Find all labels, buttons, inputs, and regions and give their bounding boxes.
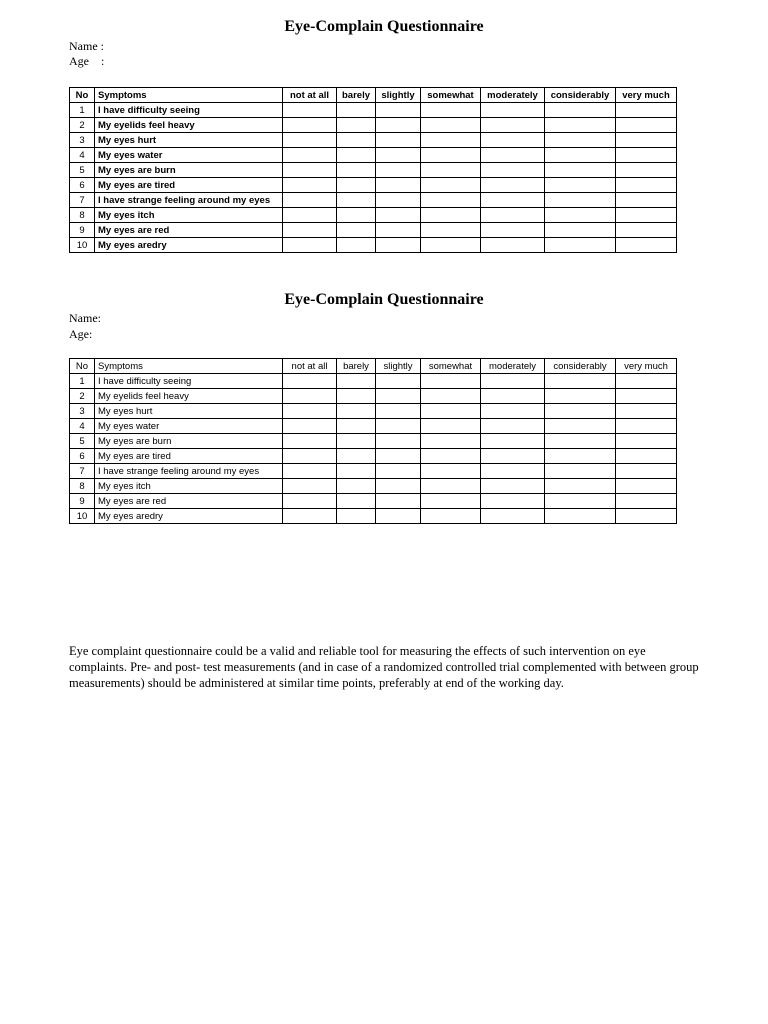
rating-cell[interactable] [337,148,376,163]
form1-name-label: Name : [69,39,104,53]
row-number: 9 [70,494,95,509]
header-barely: barely [337,359,376,374]
row-symptom: I have difficulty seeing [95,374,283,389]
row-symptom: My eyes are red [95,223,283,238]
rating-cell[interactable] [337,118,376,133]
rating-cell[interactable] [545,118,616,133]
header-not-at-all: not at all [283,359,337,374]
rating-cell[interactable] [481,133,545,148]
table-row [70,223,677,238]
rating-cell[interactable] [421,103,481,118]
row-symptom: My eyes aredry [95,509,283,524]
row-number: 2 [70,118,95,133]
rating-cell[interactable] [337,509,376,524]
row-number: 10 [70,509,95,524]
rating-cell[interactable] [337,389,376,404]
rating-cell[interactable] [283,223,337,238]
rating-cell[interactable] [545,479,616,494]
rating-cell[interactable] [337,479,376,494]
rating-cell[interactable] [376,479,421,494]
rating-cell[interactable] [616,103,677,118]
row-number: 7 [70,193,95,208]
form1-age-label: Age : [69,54,105,68]
rating-cell[interactable] [283,509,337,524]
rating-cell[interactable] [283,193,337,208]
rating-cell[interactable] [337,464,376,479]
table-row [70,178,677,193]
rating-cell[interactable] [616,479,677,494]
rating-cell[interactable] [481,434,545,449]
rating-cell[interactable] [337,193,376,208]
row-number: 10 [70,238,95,253]
rating-cell[interactable] [421,133,481,148]
rating-cell[interactable] [283,464,337,479]
rating-cell[interactable] [545,238,616,253]
rating-cell[interactable] [421,223,481,238]
rating-cell[interactable] [376,178,421,193]
header-barely: barely [337,88,376,103]
rating-cell[interactable] [376,208,421,223]
rating-cell[interactable] [545,389,616,404]
rating-cell[interactable] [616,419,677,434]
row-symptom: My eyes are tired [95,178,283,193]
rating-cell[interactable] [376,118,421,133]
rating-cell[interactable] [376,163,421,178]
rating-cell[interactable] [481,404,545,419]
header-no: No [70,88,95,103]
rating-cell[interactable] [376,464,421,479]
form1-title: Eye-Complain Questionnaire [284,18,484,35]
rating-cell[interactable] [421,178,481,193]
header-very-much: very much [616,88,677,103]
row-symptom: I have difficulty seeing [95,103,283,118]
form2-age-label: Age: [69,327,93,341]
rating-cell[interactable] [337,494,376,509]
rating-cell[interactable] [545,434,616,449]
rating-cell[interactable] [283,148,337,163]
rating-cell[interactable] [337,103,376,118]
rating-cell[interactable] [337,133,376,148]
rating-cell[interactable] [545,494,616,509]
rating-cell[interactable] [421,464,481,479]
table-row [70,464,677,479]
rating-cell[interactable] [337,163,376,178]
rating-cell[interactable] [616,148,677,163]
form2-symptom-table [69,358,677,524]
table-row [70,163,677,178]
rating-cell[interactable] [481,193,545,208]
header-considerably: considerably [545,359,616,374]
rating-cell[interactable] [481,494,545,509]
rating-cell[interactable] [376,434,421,449]
rating-cell[interactable] [337,208,376,223]
header-not-at-all: not at all [283,88,337,103]
rating-cell[interactable] [376,374,421,389]
row-number: 6 [70,178,95,193]
row-number: 1 [70,374,95,389]
rating-cell[interactable] [481,509,545,524]
description-paragraph: Eye complaint questionnaire could be a valid and reliable tool for measuring the effects of such intervention on eye complaints. Pre- and post- test measurements (and in case of a randomized controlled trial complemented with between group measurements) should be administered at similar time points, preferably at end of the working day. [69,644,699,690]
rating-cell[interactable] [376,404,421,419]
rating-cell[interactable] [283,374,337,389]
rating-cell[interactable] [337,434,376,449]
rating-cell[interactable] [337,223,376,238]
rating-cell[interactable] [545,464,616,479]
table-row [70,208,677,223]
rating-cell[interactable] [481,208,545,223]
rating-cell[interactable] [337,404,376,419]
rating-cell[interactable] [616,118,677,133]
rating-cell[interactable] [283,449,337,464]
form2-name-label: Name: [69,311,101,325]
rating-cell[interactable] [283,419,337,434]
rating-cell[interactable] [545,148,616,163]
rating-cell[interactable] [376,509,421,524]
rating-cell[interactable] [421,163,481,178]
rating-cell[interactable] [545,178,616,193]
table-row [70,404,677,419]
form2-title: Eye-Complain Questionnaire [284,291,484,308]
table-row [70,238,677,253]
rating-cell[interactable] [616,434,677,449]
table-row [70,103,677,118]
form2-name-field [69,311,101,325]
rating-cell[interactable] [421,404,481,419]
rating-cell[interactable] [481,148,545,163]
rating-cell[interactable] [616,208,677,223]
rating-cell[interactable] [283,389,337,404]
table-row [70,389,677,404]
rating-cell[interactable] [545,509,616,524]
rating-cell[interactable] [283,404,337,419]
rating-cell[interactable] [283,434,337,449]
rating-cell[interactable] [376,389,421,404]
rating-cell[interactable] [545,419,616,434]
rating-cell[interactable] [283,163,337,178]
table-row [70,434,677,449]
rating-cell[interactable] [616,238,677,253]
row-symptom: My eyes are tired [95,449,283,464]
form1-symptom-table [69,87,677,253]
rating-cell[interactable] [545,449,616,464]
rating-cell[interactable] [283,103,337,118]
table-row [70,118,677,133]
rating-cell[interactable] [376,238,421,253]
row-number: 6 [70,449,95,464]
header-considerably: considerably [545,88,616,103]
rating-cell[interactable] [616,223,677,238]
table-row [70,133,677,148]
row-number: 5 [70,163,95,178]
rating-cell[interactable] [376,494,421,509]
row-number: 9 [70,223,95,238]
header-moderately: moderately [481,88,545,103]
table-row [70,148,677,163]
rating-cell[interactable] [421,238,481,253]
header-somewhat: somewhat [421,88,481,103]
rating-cell[interactable] [283,208,337,223]
row-symptom: My eyelids feel heavy [95,118,283,133]
rating-cell[interactable] [481,118,545,133]
rating-cell[interactable] [481,374,545,389]
row-number: 4 [70,148,95,163]
rating-cell[interactable] [283,118,337,133]
row-number: 2 [70,389,95,404]
rating-cell[interactable] [616,133,677,148]
rating-cell[interactable] [481,223,545,238]
rating-cell[interactable] [481,464,545,479]
header-somewhat: somewhat [421,359,481,374]
row-number: 3 [70,404,95,419]
row-number: 3 [70,133,95,148]
header-slightly: slightly [376,88,421,103]
row-number: 1 [70,103,95,118]
rating-cell[interactable] [545,223,616,238]
form2-age-field [69,327,92,341]
rating-cell[interactable] [376,449,421,464]
header-symptoms: Symptoms [95,359,283,374]
rating-cell[interactable] [421,509,481,524]
rating-cell[interactable] [616,509,677,524]
rating-cell[interactable] [337,374,376,389]
header-no: No [70,359,95,374]
row-number: 8 [70,208,95,223]
row-number: 4 [70,419,95,434]
form1-age-field [69,54,104,68]
rating-cell[interactable] [376,148,421,163]
row-symptom: My eyes water [95,148,283,163]
rating-cell[interactable] [545,193,616,208]
row-number: 8 [70,479,95,494]
rating-cell[interactable] [481,479,545,494]
rating-cell[interactable] [421,208,481,223]
rating-cell[interactable] [421,148,481,163]
rating-cell[interactable] [337,449,376,464]
rating-cell[interactable] [545,404,616,419]
rating-cell[interactable] [421,193,481,208]
form1-header-row [70,88,677,103]
rating-cell[interactable] [376,223,421,238]
rating-cell[interactable] [545,208,616,223]
rating-cell[interactable] [283,178,337,193]
row-symptom: My eyes aredry [95,238,283,253]
rating-cell[interactable] [616,449,677,464]
rating-cell[interactable] [376,193,421,208]
rating-cell[interactable] [545,103,616,118]
row-symptom: My eyes are red [95,494,283,509]
table-row [70,419,677,434]
header-moderately: moderately [481,359,545,374]
row-symptom: My eyelids feel heavy [95,389,283,404]
rating-cell[interactable] [421,449,481,464]
form1-name-field [69,39,104,53]
table-row [70,494,677,509]
row-symptom: I have strange feeling around my eyes [95,193,283,208]
table-row [70,509,677,524]
rating-cell[interactable] [421,374,481,389]
rating-cell[interactable] [545,374,616,389]
table-row [70,374,677,389]
rating-cell[interactable] [337,238,376,253]
rating-cell[interactable] [376,419,421,434]
table-row [70,449,677,464]
row-number: 5 [70,434,95,449]
rating-cell[interactable] [283,494,337,509]
rating-cell[interactable] [283,238,337,253]
table-row [70,479,677,494]
rating-cell[interactable] [545,133,616,148]
rating-cell[interactable] [421,494,481,509]
row-number: 7 [70,464,95,479]
rating-cell[interactable] [616,178,677,193]
rating-cell[interactable] [481,238,545,253]
rating-cell[interactable] [481,449,545,464]
rating-cell[interactable] [421,434,481,449]
header-slightly: slightly [376,359,421,374]
rating-cell[interactable] [616,464,677,479]
form2-rows [70,374,677,524]
rating-cell[interactable] [421,389,481,404]
rating-cell[interactable] [376,103,421,118]
rating-cell[interactable] [616,404,677,419]
rating-cell[interactable] [337,178,376,193]
row-symptom: My eyes hurt [95,133,283,148]
row-symptom: My eyes itch [95,479,283,494]
rating-cell[interactable] [616,389,677,404]
row-symptom: My eyes are burn [95,163,283,178]
rating-cell[interactable] [421,419,481,434]
rating-cell[interactable] [481,389,545,404]
rating-cell[interactable] [337,419,376,434]
rating-cell[interactable] [616,163,677,178]
row-symptom: I have strange feeling around my eyes [95,464,283,479]
rating-cell[interactable] [616,374,677,389]
rating-cell[interactable] [481,419,545,434]
rating-cell[interactable] [421,118,481,133]
rating-cell[interactable] [616,193,677,208]
row-symptom: My eyes hurt [95,404,283,419]
rating-cell[interactable] [616,494,677,509]
row-symptom: My eyes are burn [95,434,283,449]
row-symptom: My eyes itch [95,208,283,223]
rating-cell[interactable] [481,163,545,178]
table-row [70,193,677,208]
form2-header-row [70,359,677,374]
rating-cell[interactable] [421,479,481,494]
header-very-much: very much [616,359,677,374]
rating-cell[interactable] [283,479,337,494]
header-symptoms: Symptoms [95,88,283,103]
rating-cell[interactable] [481,178,545,193]
rating-cell[interactable] [376,133,421,148]
form1-rows [70,103,677,253]
rating-cell[interactable] [545,163,616,178]
rating-cell[interactable] [283,133,337,148]
rating-cell[interactable] [481,103,545,118]
row-symptom: My eyes water [95,419,283,434]
